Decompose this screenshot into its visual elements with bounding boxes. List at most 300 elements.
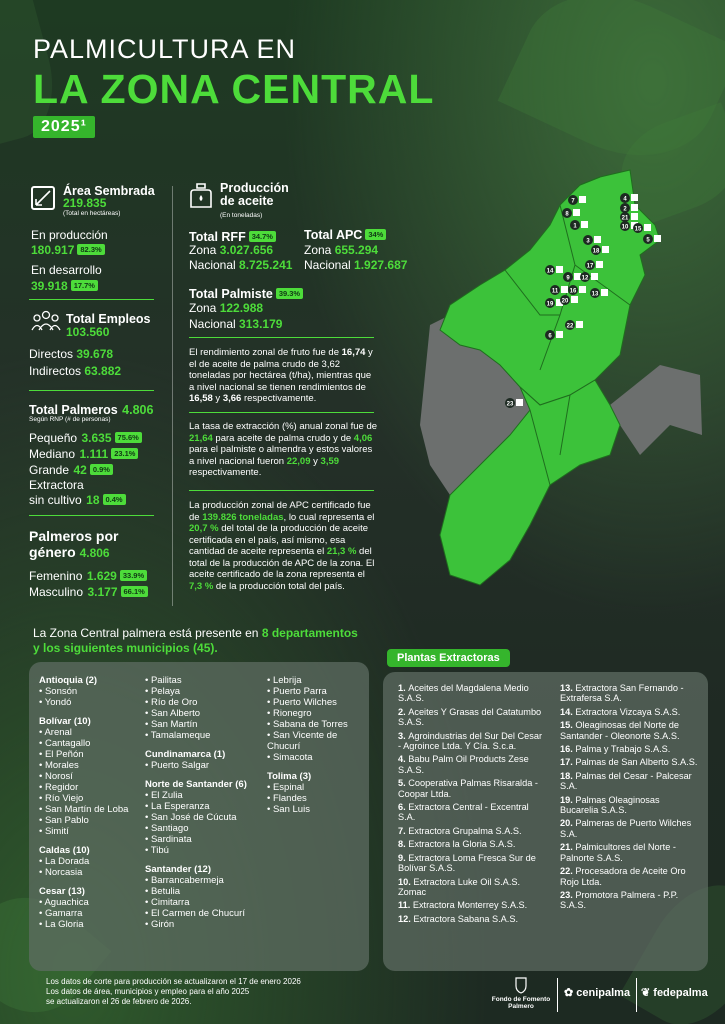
palm-icon: ✿ — [564, 987, 574, 999]
para-text: La tasa de extracción (%) anual zonal fue de — [189, 421, 378, 432]
footer-line: Los datos de corte para producción se actualizaron el 17 de enero 2026 — [46, 977, 301, 986]
palmeros-extra-row — [29, 491, 126, 509]
divider — [29, 515, 154, 516]
plants-title: Plantas Extractoras — [387, 649, 510, 667]
factory-icon — [573, 209, 580, 216]
area-prod-label: En producción — [31, 228, 108, 242]
para-highlight: 3,59 — [320, 455, 340, 467]
map-marker-label: 23 — [506, 401, 514, 408]
municipality-item: • La Dorada — [39, 856, 144, 867]
plant-item — [398, 683, 546, 704]
plant-number: 23. — [560, 889, 576, 900]
plant-number: 3. — [398, 730, 409, 741]
factory-icon — [594, 236, 601, 243]
municipality-item: • El Carmen de Chucurí — [145, 908, 265, 919]
presence-highlight: 8 departamentos — [261, 626, 358, 640]
palmeros-row-value: 42 — [73, 463, 87, 477]
footer-line: Los datos de área, municipios y empleo para el año 2025 — [46, 987, 250, 996]
gender-row-label: Masculino — [29, 585, 84, 599]
plant-item — [398, 900, 546, 910]
map-marker-label: 14 — [546, 268, 554, 275]
municipality-item: • Puerto Wilches — [267, 697, 367, 708]
plant-item — [560, 683, 700, 704]
map-marker-label: 10 — [621, 224, 629, 231]
plant-name: Extractora San Fernando - Extrafersa S.A. — [560, 683, 684, 704]
map-marker-label: 12 — [581, 275, 589, 282]
plant-name: Palmas del Cesar - Palcesar S.A. — [560, 770, 692, 792]
para-highlight: 21,64 — [189, 432, 213, 444]
rff-zona-row — [189, 243, 273, 257]
factory-icon — [654, 235, 661, 242]
map-marker-label: 9 — [566, 275, 570, 282]
plant-number: 13. — [560, 683, 576, 693]
plant-item — [398, 826, 546, 836]
plant-item — [398, 914, 546, 924]
rff-zona-value: 3.027.656 — [219, 243, 274, 257]
municipality-item: • San Martín de Loba — [39, 804, 144, 815]
municipality-item: • Barrancabermeja — [145, 875, 265, 886]
municipality-item: • Tamalameque — [145, 730, 265, 741]
rff-nac-label: Nacional — [189, 258, 236, 272]
dept-column — [267, 675, 367, 823]
gender-row-label: Femenino — [29, 569, 83, 583]
municipality-item: • Sonsón — [39, 686, 144, 697]
plant-item — [560, 795, 700, 816]
plant-number: 4. — [398, 754, 409, 765]
municipality-item: • Rionegro — [267, 708, 367, 719]
plants-column — [560, 683, 700, 914]
department-group — [39, 675, 144, 708]
department-name: Bolívar (10) — [39, 716, 91, 727]
plant-number: 5. — [398, 778, 409, 789]
plants-column — [398, 683, 546, 927]
factory-icon — [591, 273, 598, 280]
gender-title1: Palmeros por — [29, 528, 119, 544]
municipality-item: • San José de Cúcuta — [145, 812, 265, 823]
apc-pct: 34% — [365, 229, 386, 240]
apc-nac-row — [304, 258, 407, 272]
plant-number: 17. — [560, 757, 576, 768]
municipality-item: • Regidor — [39, 782, 144, 793]
department-group — [39, 845, 144, 878]
municipality-item: • San Martín — [145, 719, 265, 730]
jobs-indirect-label: Indirectos — [29, 364, 82, 378]
palmeros-title: Total Palmeros — [29, 403, 118, 417]
department-name: Antioquia (2) — [39, 675, 98, 686]
logo-divider — [636, 978, 637, 1012]
gender-title-row — [29, 544, 110, 560]
oil-title1: Producción — [220, 181, 289, 195]
jobs-direct-row — [29, 347, 113, 361]
logo-text: cenipalma — [576, 987, 631, 999]
palmeros-row-pct: 75.6% — [115, 432, 142, 443]
palmeros-extra-label1: Extractora — [29, 478, 84, 492]
para-text: y el de aceite de palma crudo de 3,62 toneladas por hectárea (t/ha), mientras que a nivel nacional se tienen rendimientos de — [189, 347, 373, 393]
area-prod-row — [31, 241, 105, 259]
fondo-logo — [490, 976, 552, 1010]
rff-nac-row — [189, 258, 292, 272]
map-marker-label: 18 — [592, 248, 600, 255]
department-name: Cundinamarca (1) — [145, 749, 226, 760]
apc-nac-value: 1.927.687 — [354, 258, 408, 272]
palmiste-title: Total Palmiste — [189, 287, 273, 301]
municipality-item: • Girón — [145, 919, 265, 930]
municipality-item: • San Alberto — [145, 708, 265, 719]
factory-icon — [579, 286, 586, 293]
palmeros-row-value: 1.111 — [79, 447, 109, 461]
plant-number: 11. — [398, 900, 413, 911]
palmeros-row-label: Pequeño — [29, 431, 78, 445]
department-group — [267, 675, 367, 763]
plant-item — [398, 853, 546, 874]
palmeros-row-label: Grande — [29, 463, 70, 477]
plant-name: Aceites Y Grasas del Catatumbo S.A.S. — [398, 706, 542, 728]
oil-bottle-icon — [189, 182, 213, 215]
para-highlight: 16,74 — [341, 347, 366, 358]
municipality-item: • Espinal — [267, 782, 367, 793]
plant-item — [560, 771, 700, 792]
palmiste-zona-label: Zona — [189, 301, 217, 315]
department-name: Norte de Santander (6) — [145, 779, 247, 790]
map-gray-region — [610, 365, 702, 455]
municipality-item: • Puerto Salgar — [145, 760, 265, 771]
department-group — [145, 864, 265, 930]
plant-name: Extractora Luke Oil S.A.S. Zomac — [398, 876, 521, 897]
palmiste-nac-row — [189, 317, 282, 331]
area-prod-value: 180.917 — [31, 243, 75, 257]
factory-icon — [644, 224, 651, 231]
divider — [189, 412, 374, 413]
presence-text — [33, 626, 393, 656]
plant-number: 12. — [398, 913, 414, 924]
plant-item — [398, 754, 546, 775]
para-highlight: 20,7 % — [189, 523, 219, 534]
palmeros-extra-value: 18 — [86, 493, 100, 507]
para-text: del total de la producción de aceite certificada en el país, así mismo, esa cantidad de aceite representa el — [189, 523, 369, 557]
plant-item — [560, 757, 700, 767]
people-icon — [31, 310, 61, 337]
municipality-item: • El Zulia — [145, 790, 265, 801]
factory-icon — [581, 221, 588, 228]
municipality-item: • Santiago — [145, 823, 265, 834]
map-marker-label: 1 — [573, 223, 577, 230]
jobs-indirect-value: 63.882 — [84, 364, 122, 378]
plant-item — [560, 890, 700, 911]
department-group — [39, 886, 144, 930]
palmeros-note: Según RNP (# de personas) — [29, 416, 111, 423]
municipality-item: • Pailitas — [145, 675, 265, 686]
para-text: y — [212, 393, 223, 404]
municipality-item: • El Peñón — [39, 749, 144, 760]
plant-name: Cooperativa Palmas Risaralda - Coopar Ltda. — [398, 778, 538, 799]
fedepalma-logo — [641, 986, 708, 999]
zone-map — [410, 165, 710, 625]
logo-text: Fondo de Fomento — [491, 996, 551, 1003]
apc-zona-label: Zona — [304, 243, 332, 257]
footer-note — [46, 977, 301, 1007]
map-marker-label: 17 — [586, 263, 594, 270]
area-icon — [31, 186, 55, 210]
municipality-item: • Gamarra — [39, 908, 144, 919]
cenipalma-logo — [564, 986, 630, 999]
para-text: y — [310, 455, 321, 467]
map-marker-label: 16 — [569, 288, 577, 295]
area-prod-pct: 82.3% — [77, 244, 104, 255]
factory-icon — [516, 399, 523, 406]
divider — [29, 390, 154, 391]
apc-zona-value: 655.294 — [334, 243, 379, 257]
plant-name: Aceites del Magdalena Medio S.A.S. — [398, 683, 529, 704]
plant-item — [398, 707, 546, 728]
municipality-item: • Arenal — [39, 727, 144, 738]
municipality-item: • Simacota — [267, 752, 367, 763]
rff-title: Total RFF — [189, 230, 246, 244]
dept-column — [145, 675, 265, 938]
para-highlight: 4,06 — [353, 432, 373, 444]
area-dev-value: 39.918 — [31, 279, 68, 293]
para-text: respectivamente. — [241, 393, 317, 404]
plant-number: 19. — [560, 794, 576, 805]
plant-item — [398, 802, 546, 823]
municipality-item: • La Esperanza — [145, 801, 265, 812]
department-group — [267, 771, 367, 815]
factory-icon — [571, 296, 578, 303]
factory-icon — [556, 331, 563, 338]
palmiste-zona-row — [189, 301, 263, 315]
map-marker-label: 5 — [646, 237, 650, 244]
plant-name: Agroindustrias del Sur Del Cesar - Agroince Ltda. Y Cía. S.c.a. — [398, 730, 543, 752]
municipality-item: • Yondó — [39, 697, 144, 708]
presence-highlight: y los siguientes municipios (45). — [33, 641, 218, 655]
para-highlight: 22,09 — [286, 455, 311, 467]
municipality-item: • San Vicente de Chucurí — [267, 730, 367, 752]
plant-number: 20. — [560, 818, 576, 829]
palmeros-row-pct: 23.1% — [111, 448, 138, 459]
municipality-item: • Río de Oro — [145, 697, 265, 708]
municipality-item: • La Gloria — [39, 919, 144, 930]
year-badge: 2025¹ — [33, 116, 95, 138]
rff-pct: 34.7% — [249, 231, 276, 242]
factory-icon — [574, 273, 581, 280]
para-text: para aceite de palma crudo y de — [212, 432, 354, 444]
apc-nac-label: Nacional — [304, 258, 351, 272]
gender-row-value: 3.177 — [87, 585, 118, 599]
apc-zona-row — [304, 243, 378, 257]
factory-icon — [601, 289, 608, 296]
plant-item — [398, 877, 546, 898]
para-highlight: 16,58 — [189, 393, 213, 404]
area-dev-pct: 17.7% — [71, 280, 98, 291]
palmiste-zona-value: 122.988 — [219, 301, 264, 315]
plant-item — [398, 731, 546, 752]
plant-name: Palmas de San Alberto S.A.S. — [575, 757, 698, 768]
palmiste-nac-value: 313.179 — [239, 317, 283, 331]
map-marker-label: 20 — [561, 298, 569, 305]
gender-value: 4.806 — [79, 546, 110, 560]
map-marker-label: 7 — [571, 198, 575, 205]
para-text: , lo cual representa el — [283, 511, 375, 523]
plant-number: 1. — [398, 683, 409, 693]
department-group — [145, 749, 265, 771]
plant-name: Extractora Central - Excentral S.A. — [398, 802, 529, 823]
page-title-line2: LA ZONA CENTRAL — [33, 66, 435, 112]
rff-nac-value: 8.725.241 — [239, 258, 293, 272]
municipality-item: • San Luis — [267, 804, 367, 815]
municipality-item: • San Pablo — [39, 815, 144, 826]
area-unit: (Total en hectáreas) — [63, 210, 121, 217]
gender-title2: género — [29, 544, 76, 560]
vertical-divider — [172, 186, 173, 606]
plant-item — [560, 720, 700, 741]
jobs-direct-value: 39.678 — [76, 347, 114, 361]
plant-item — [560, 818, 700, 839]
logo-text: fedepalma — [653, 987, 708, 999]
plant-name: Palma y Trabajo S.A.S. — [575, 744, 671, 755]
oil-title2: de aceite — [220, 194, 274, 208]
area-title: Área Sembrada — [63, 184, 155, 198]
factory-icon — [631, 213, 638, 220]
municipality-item: • Flandes — [267, 793, 367, 804]
municipality-item: • Sardinata — [145, 834, 265, 845]
factory-icon — [561, 286, 568, 293]
plant-name: Promotora Palmera - P.P. S.A.S. — [560, 889, 679, 911]
municipality-item: • Norosí — [39, 771, 144, 782]
plant-number: 7. — [398, 825, 409, 836]
extraction-paragraph — [189, 421, 379, 479]
gender-row-pct: 66.1% — [121, 586, 148, 597]
para-text: respectivamente. — [189, 467, 262, 478]
municipality-item: • Morales — [39, 760, 144, 771]
plant-item — [560, 842, 700, 863]
para-highlight: 21,3 % — [326, 546, 357, 557]
plant-item — [560, 744, 700, 754]
factory-icon — [576, 321, 583, 328]
plant-name: Palmicultores del Norte - Palnorte S.A.S. — [560, 842, 676, 863]
yield-paragraph — [189, 347, 379, 405]
department-group — [145, 675, 265, 741]
palmeros-extra-label2: sin cultivo — [29, 493, 82, 507]
footer-line: se actualizaron el 26 de febrero de 2026. — [46, 997, 192, 1006]
municipality-item: • Cantagallo — [39, 738, 144, 749]
presence-text-part: La Zona Central palmera está presente en — [33, 626, 262, 640]
plant-name: Extractora la Gloria S.A.S. — [408, 839, 516, 850]
plant-number: 10. — [398, 876, 414, 887]
para-highlight: 3,66 — [222, 393, 242, 404]
plant-item — [398, 839, 546, 849]
jobs-direct-label: Directos — [29, 347, 74, 361]
gender-row-value: 1.629 — [86, 569, 117, 583]
jobs-value: 103.560 — [66, 325, 110, 339]
department-name: Caldas (10) — [39, 845, 90, 856]
rff-zona-label: Zona — [189, 243, 217, 257]
palmeros-row — [29, 461, 113, 479]
plant-name: Babu Palm Oil Products Zese S.A.S. — [398, 754, 529, 775]
dept-column — [39, 675, 144, 938]
palmiste-nac-label: Nacional — [189, 317, 236, 331]
plant-name: Procesadora de Aceite Oro Rojo Ltda. — [560, 866, 686, 887]
certified-paragraph — [189, 500, 379, 592]
factory-icon — [631, 194, 638, 201]
palm-icon: ❦ — [641, 987, 651, 999]
para-highlight: 7,3 % — [189, 580, 214, 592]
page-title-line1: PALMICULTURA EN — [33, 34, 297, 64]
department-name: Cesar (13) — [39, 886, 85, 897]
plant-item — [560, 707, 700, 717]
plant-number: 16. — [560, 744, 576, 755]
map-marker-label: 4 — [623, 196, 627, 203]
palmeros-row-label: Mediano — [29, 447, 76, 461]
plant-number: 18. — [560, 770, 576, 781]
plant-number: 21. — [560, 842, 576, 853]
para-text: La producción zonal de APC certificado fue de — [189, 500, 371, 523]
municipality-item: • Puerto Parra — [267, 686, 367, 697]
factory-icon — [579, 196, 586, 203]
divider — [189, 490, 374, 491]
para-text: para el palmiste o almendra y estos valores a nivel nacional fueron — [189, 444, 373, 467]
municipality-item: • Norcasia — [39, 867, 144, 878]
municipality-item: • Lebrija — [267, 675, 367, 686]
divider — [29, 299, 154, 300]
municipality-item: • Pelaya — [145, 686, 265, 697]
plant-number: 22. — [560, 866, 576, 877]
map-marker-label: 8 — [565, 211, 569, 218]
factory-icon — [602, 246, 609, 253]
map-marker-label: 2 — [623, 206, 627, 213]
apc-title: Total APC — [304, 228, 363, 242]
plant-name: Palmeras de Puerto Wilches S.A. — [560, 818, 692, 839]
palmeros-row-pct: 0.9% — [90, 464, 113, 475]
logo-text: Palmero — [508, 1003, 534, 1010]
municipality-item: • Sabana de Torres — [267, 719, 367, 730]
map-marker-label: 11 — [551, 288, 559, 295]
department-group — [145, 779, 265, 856]
jobs-title: Total Empleos — [66, 312, 151, 326]
plant-name: Extractora Loma Fresca Sur de Bolívar S.A.S. — [398, 852, 536, 874]
department-name: Santander (12) — [145, 864, 211, 875]
logo-divider — [557, 978, 558, 1012]
area-value: 219.835 — [63, 196, 107, 210]
map-marker-label: 21 — [621, 215, 629, 222]
gender-row-pct: 33.9% — [120, 570, 147, 581]
factory-icon — [596, 261, 603, 268]
shield-icon — [514, 976, 528, 994]
plant-item — [398, 778, 546, 799]
municipality-item: • Cimitarra — [145, 897, 265, 908]
municipality-item: • Río Viejo — [39, 793, 144, 804]
para-text: de la producción total del país. — [213, 580, 345, 592]
plant-number: 9. — [398, 852, 409, 863]
jobs-indirect-row — [29, 364, 121, 378]
plant-number: 15. — [560, 720, 576, 731]
municipality-item: • Aguachica — [39, 897, 144, 908]
plant-number: 2. — [398, 706, 409, 717]
map-marker-label: 22 — [566, 323, 574, 330]
map-marker-label: 13 — [591, 291, 599, 298]
area-dev-label: En desarrollo — [31, 263, 102, 277]
plant-number: 6. — [398, 802, 409, 813]
para-highlight: 139.826 toneladas — [202, 511, 284, 523]
palmeros-value: 4.806 — [122, 403, 154, 417]
plant-name: Palmas Oleaginosas Bucarelia S.A.S. — [560, 794, 660, 816]
municipality-item: • Simití — [39, 826, 144, 837]
map-marker-label: 15 — [634, 226, 642, 233]
plant-name: Oleaginosas del Norte de Santander - Oleonorte S.A.S. — [560, 720, 680, 741]
municipality-item: • Tibú — [145, 845, 265, 856]
divider — [189, 337, 374, 338]
factory-icon — [556, 266, 563, 273]
plant-item — [560, 866, 700, 887]
plant-name: Extractora Monterrey S.A.S. — [412, 900, 528, 911]
